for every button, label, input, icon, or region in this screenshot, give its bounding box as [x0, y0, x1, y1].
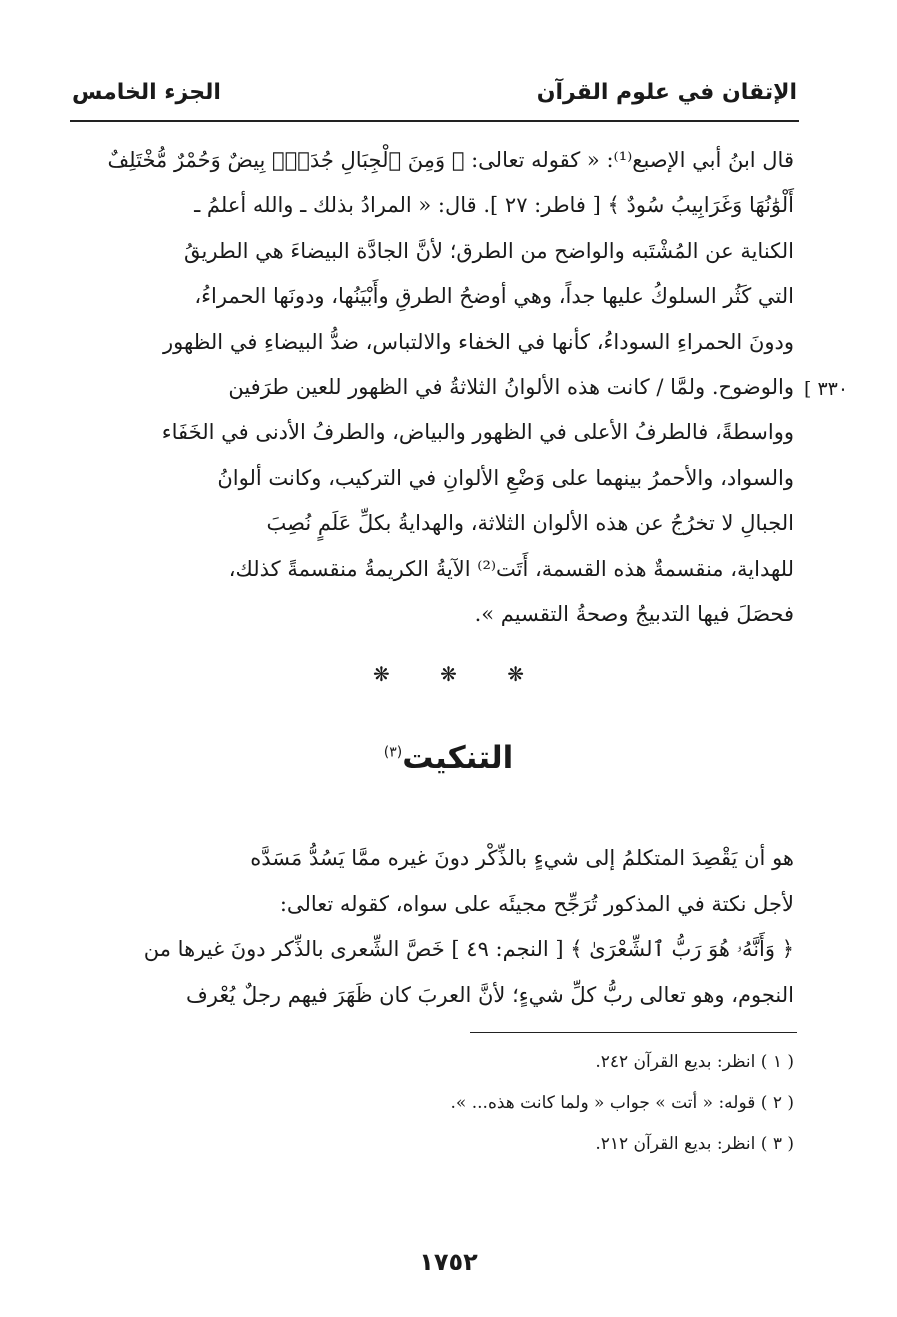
- main-text-block: [76, 138, 794, 637]
- footnote: ( ١ ) انظر: بديع القرآن ٢٤٢.: [595, 1052, 794, 1072]
- text-line: والسواد، والأحمرُ بينهما على وَضْعِ الألوانِ في التركيب، وكانت ألوانُ: [217, 465, 794, 490]
- text-line: فحصَلَ فيها التدبيجُ وصحةُ التقسيم ».: [474, 602, 794, 627]
- margin-page-ref: [ ٣٣٠: [804, 378, 849, 400]
- text-line: لأجل نكتة في المذكور تُرَجِّح مجيئَه على سواه، كقوله تعالى:: [279, 891, 794, 916]
- book-title: الإتقان في علوم القرآن: [536, 79, 797, 105]
- footnote-ref: (٣): [383, 744, 403, 761]
- header-rule: [70, 120, 799, 122]
- section-text-block: [76, 836, 794, 1018]
- text-line: الكناية عن المُشْتَبه والواضح من الطرق؛ لأنَّ الجادَّة البيضاءَ هي الطريقُ: [184, 238, 794, 263]
- text-line: هو أن يَقْصِدَ المتكلمُ إلى شيءٍ بالذِّكْر دونَ غيره ممَّا يَسُدُّ مَسَدَّه: [250, 846, 794, 870]
- part-label: الجزء الخامس: [72, 79, 221, 105]
- page-number: ١٧٥٢: [419, 1248, 478, 1276]
- star-ornament-icon: ❋: [507, 662, 524, 686]
- section-title: التنكيت: [402, 740, 514, 776]
- text-line: أَلْوَٰنُهَا وَغَرَابِيبُ سُودٌ ﴾ [ فاطر: ٢٧ ]. قال: « المرادُ بذلك ـ والله أعلمُ ـ: [194, 193, 794, 218]
- text-line: النجوم، وهو تعالى ربُّ كلِّ شيءٍ؛ لأنَّ العربَ كان ظَهَرَ فيهم رجلٌ يُعْرف: [186, 982, 794, 1007]
- star-ornament-icon: ❋: [372, 662, 390, 686]
- star-ornament-icon: ❋: [440, 662, 457, 686]
- footnotes: [100, 1042, 794, 1165]
- footnote: ( ٢ ) قوله: « أتت » جواب « ولما كانت هذه... ».: [450, 1093, 794, 1113]
- text-line: ﴿ وَأَنَّهُۥ هُوَ رَبُّ ٱلشِّعْرَىٰ ﴾ [ النجم: ٤٩ ] خَصَّ الشِّعرى بالذِّكر دونَ غيرها من: [143, 937, 794, 961]
- text-line: ودونَ الحمراءِ السوداءُ، كأنها في الخفاء والالتباس، ضدُّ البيضاءِ في الظهور: [163, 329, 794, 354]
- section-divider: [0, 662, 897, 686]
- text-line: الجبالِ لا تخرُجُ عن هذه الألوان الثلاثة، والهدايةُ بكلِّ عَلَمٍ نُصِبَ: [266, 511, 794, 536]
- text-line: قال ابنُ أبي الإصبع⁽¹⁾: « كقوله تعالى: ﴿ وَمِنَ ٱلْجِبَالِ جُدَدٌۢ بِيضٌ وَحُمْرٌ مُّخْتَلِفٌ: [107, 148, 794, 172]
- text-line: وواسطةً، فالطرفُ الأعلى في الظهور والبياض، والطرفُ الأدنى في الخَفَاء: [161, 420, 794, 445]
- running-header: [72, 70, 797, 114]
- section-heading: [0, 740, 897, 776]
- footnote-separator: [470, 1032, 797, 1033]
- text-line: التي كَثُر السلوكُ عليها جداً، وهي أوضحُ الطرقِ وأَبْيَنُها، ودونَها الحمراءُ،: [194, 284, 794, 309]
- footnote: ( ٣ ) انظر: بديع القرآن ٢١٢.: [595, 1134, 794, 1154]
- text-line: للهداية، منقسمةٌ هذه القسمة، أَتَت⁽²⁾ الآيةُ الكريمةُ منقسمةً كذلك،: [228, 556, 794, 581]
- text-line: والوضوح. ولمَّا / كانت هذه الألوانُ الثلاثةُ في الظهور للعين طرَفين: [228, 375, 794, 400]
